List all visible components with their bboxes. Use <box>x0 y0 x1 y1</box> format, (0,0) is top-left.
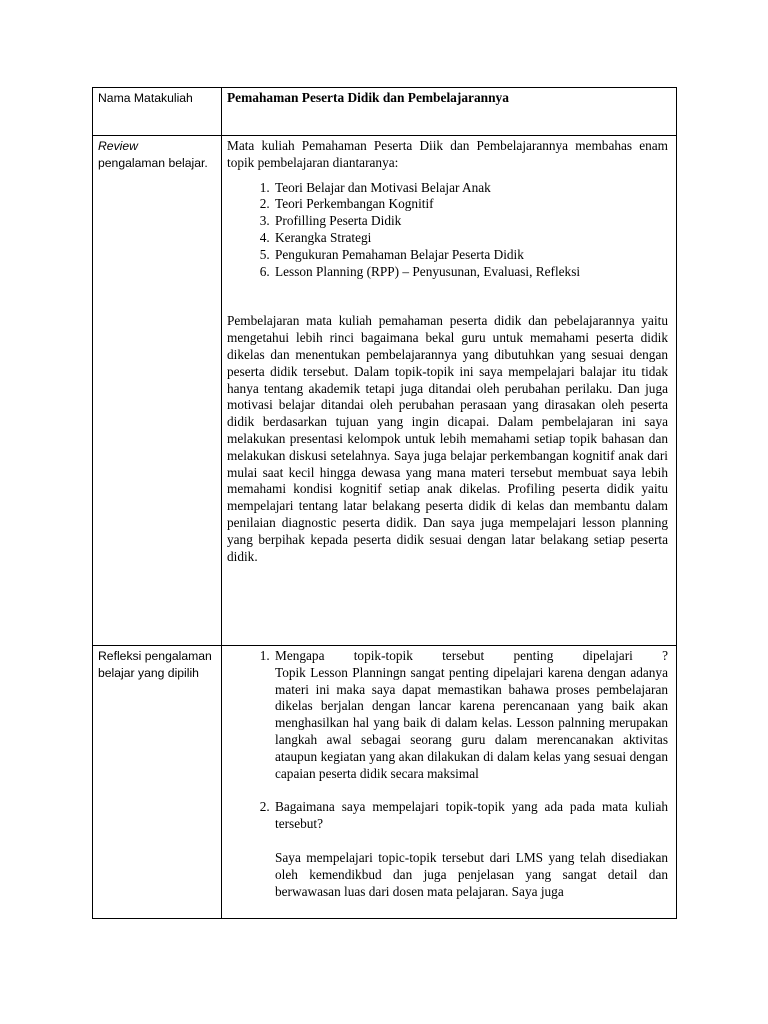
course-name-row <box>93 88 677 136</box>
reflection-list <box>227 648 668 900</box>
list-item: 3. Profilling Peserta Didik <box>273 213 668 230</box>
reflection-row <box>93 646 677 919</box>
review-paragraph: Pembelajaran mata kuliah pemahaman peserta didik dan pebelajarannya yaitu mengetahui lebih rinci bagaimana bekal guru untuk memahami peserta didik dikelas dan menentukan pembelajarannya yang dibutuhkan yang sesuai dengan peserta didik tersebut. Dalam topik-topik ini saya mempelajari balajar itu tidak hanya tentang akademik tetapi juga ditandai oleh perubahan perilaku. Dan juga motivasi belajar ditandai oleh perubahan perasaan yang dirasakan oleh peserta didik berdasarkan tujuan yang ingin dicapai. Dalam pembelajaran ini saya melakukan presentasi kelompok untuk lebih memahami setiap topik bahasan dan melakukan diskusi setelahnya. Saya juga belajar perkembangan kognitif anak dari mulai saat kecil hingga dewasa yang mana materi tersebut membuat saya lebih memahami kondisi kognitif setiap anak dikelas. Profiling peserta didik yaitu mempelajari tentang latar belakang peserta didik di kelas dan membantu dalam penilaian diagnostic peserta didik. Dan saya juga mempelajari lesson planning yang berpihak kepada peserta didik sesuai dengan latar belakang setiap peserta didik. <box>227 313 668 564</box>
answer-1: Topik Lesson Planningn sangat penting dipelajari karena dengan adanya materi ini maka saya dapat memastikan bahawa proses pembelajaran dikelas berjalan dengan lancar karena perencanaan yang baik akan menghasilkan hal yang baik di dalam kelas. Lesson palnning merupakan langkah awal sebagai seorang guru dalam merencanakan aktivitas ataupun kegiatan yang akan dilakukan di dalam kelas yang sesuai dengan capaian peserta didik secara maksimal <box>275 664 668 781</box>
list-item <box>273 648 668 782</box>
list-item: 6. Lesson Planning (RPP) – Penyusunan, Evaluasi, Refleksi <box>273 264 668 281</box>
list-item <box>273 799 668 900</box>
review-intro: Mata kuliah Pemahaman Peserta Diik dan Pembelajarannya membahas enam topik pembelajaran diantaranya: <box>227 138 668 170</box>
review-content <box>222 136 677 646</box>
course-name-label: Nama Matakuliah <box>93 88 222 136</box>
review-row <box>93 136 677 646</box>
course-title: Pemahaman Peserta Didik dan Pembelajarannya <box>227 90 509 105</box>
course-name-cell <box>222 88 677 136</box>
list-item: 1. Teori Belajar dan Motivasi Belajar Anak <box>273 180 668 197</box>
list-item: 5. Pengukuran Pemahaman Belajar Peserta Didik <box>273 247 668 264</box>
list-item: 4. Kerangka Strategi <box>273 230 668 247</box>
review-label <box>93 136 222 646</box>
question-2: 2. Bagaimana saya mempelajari topik-topik yang ada pada mata kuliah tersebut? <box>275 799 668 832</box>
list-item: 2. Teori Perkembangan Kognitif <box>273 196 668 213</box>
answer-2: Saya mempelajari topic-topik tersebut dari LMS yang telah disediakan oleh kemendikbud dan juga penjelasan yang sangat detail dan berwawasan luas dari dosen mata pelajaran. Saya juga <box>275 849 668 899</box>
course-reflection-table <box>92 87 677 919</box>
review-label-italic: Review <box>98 139 138 153</box>
review-label-rest: pengalaman belajar. <box>98 155 208 170</box>
reflection-label: Refleksi pengalaman belajar yang dipilih <box>93 646 222 919</box>
topic-list <box>227 180 668 281</box>
reflection-content <box>222 646 677 919</box>
question-1: 1. Mengapa topik-topik tersebut penting dipelajari ? <box>275 648 668 663</box>
